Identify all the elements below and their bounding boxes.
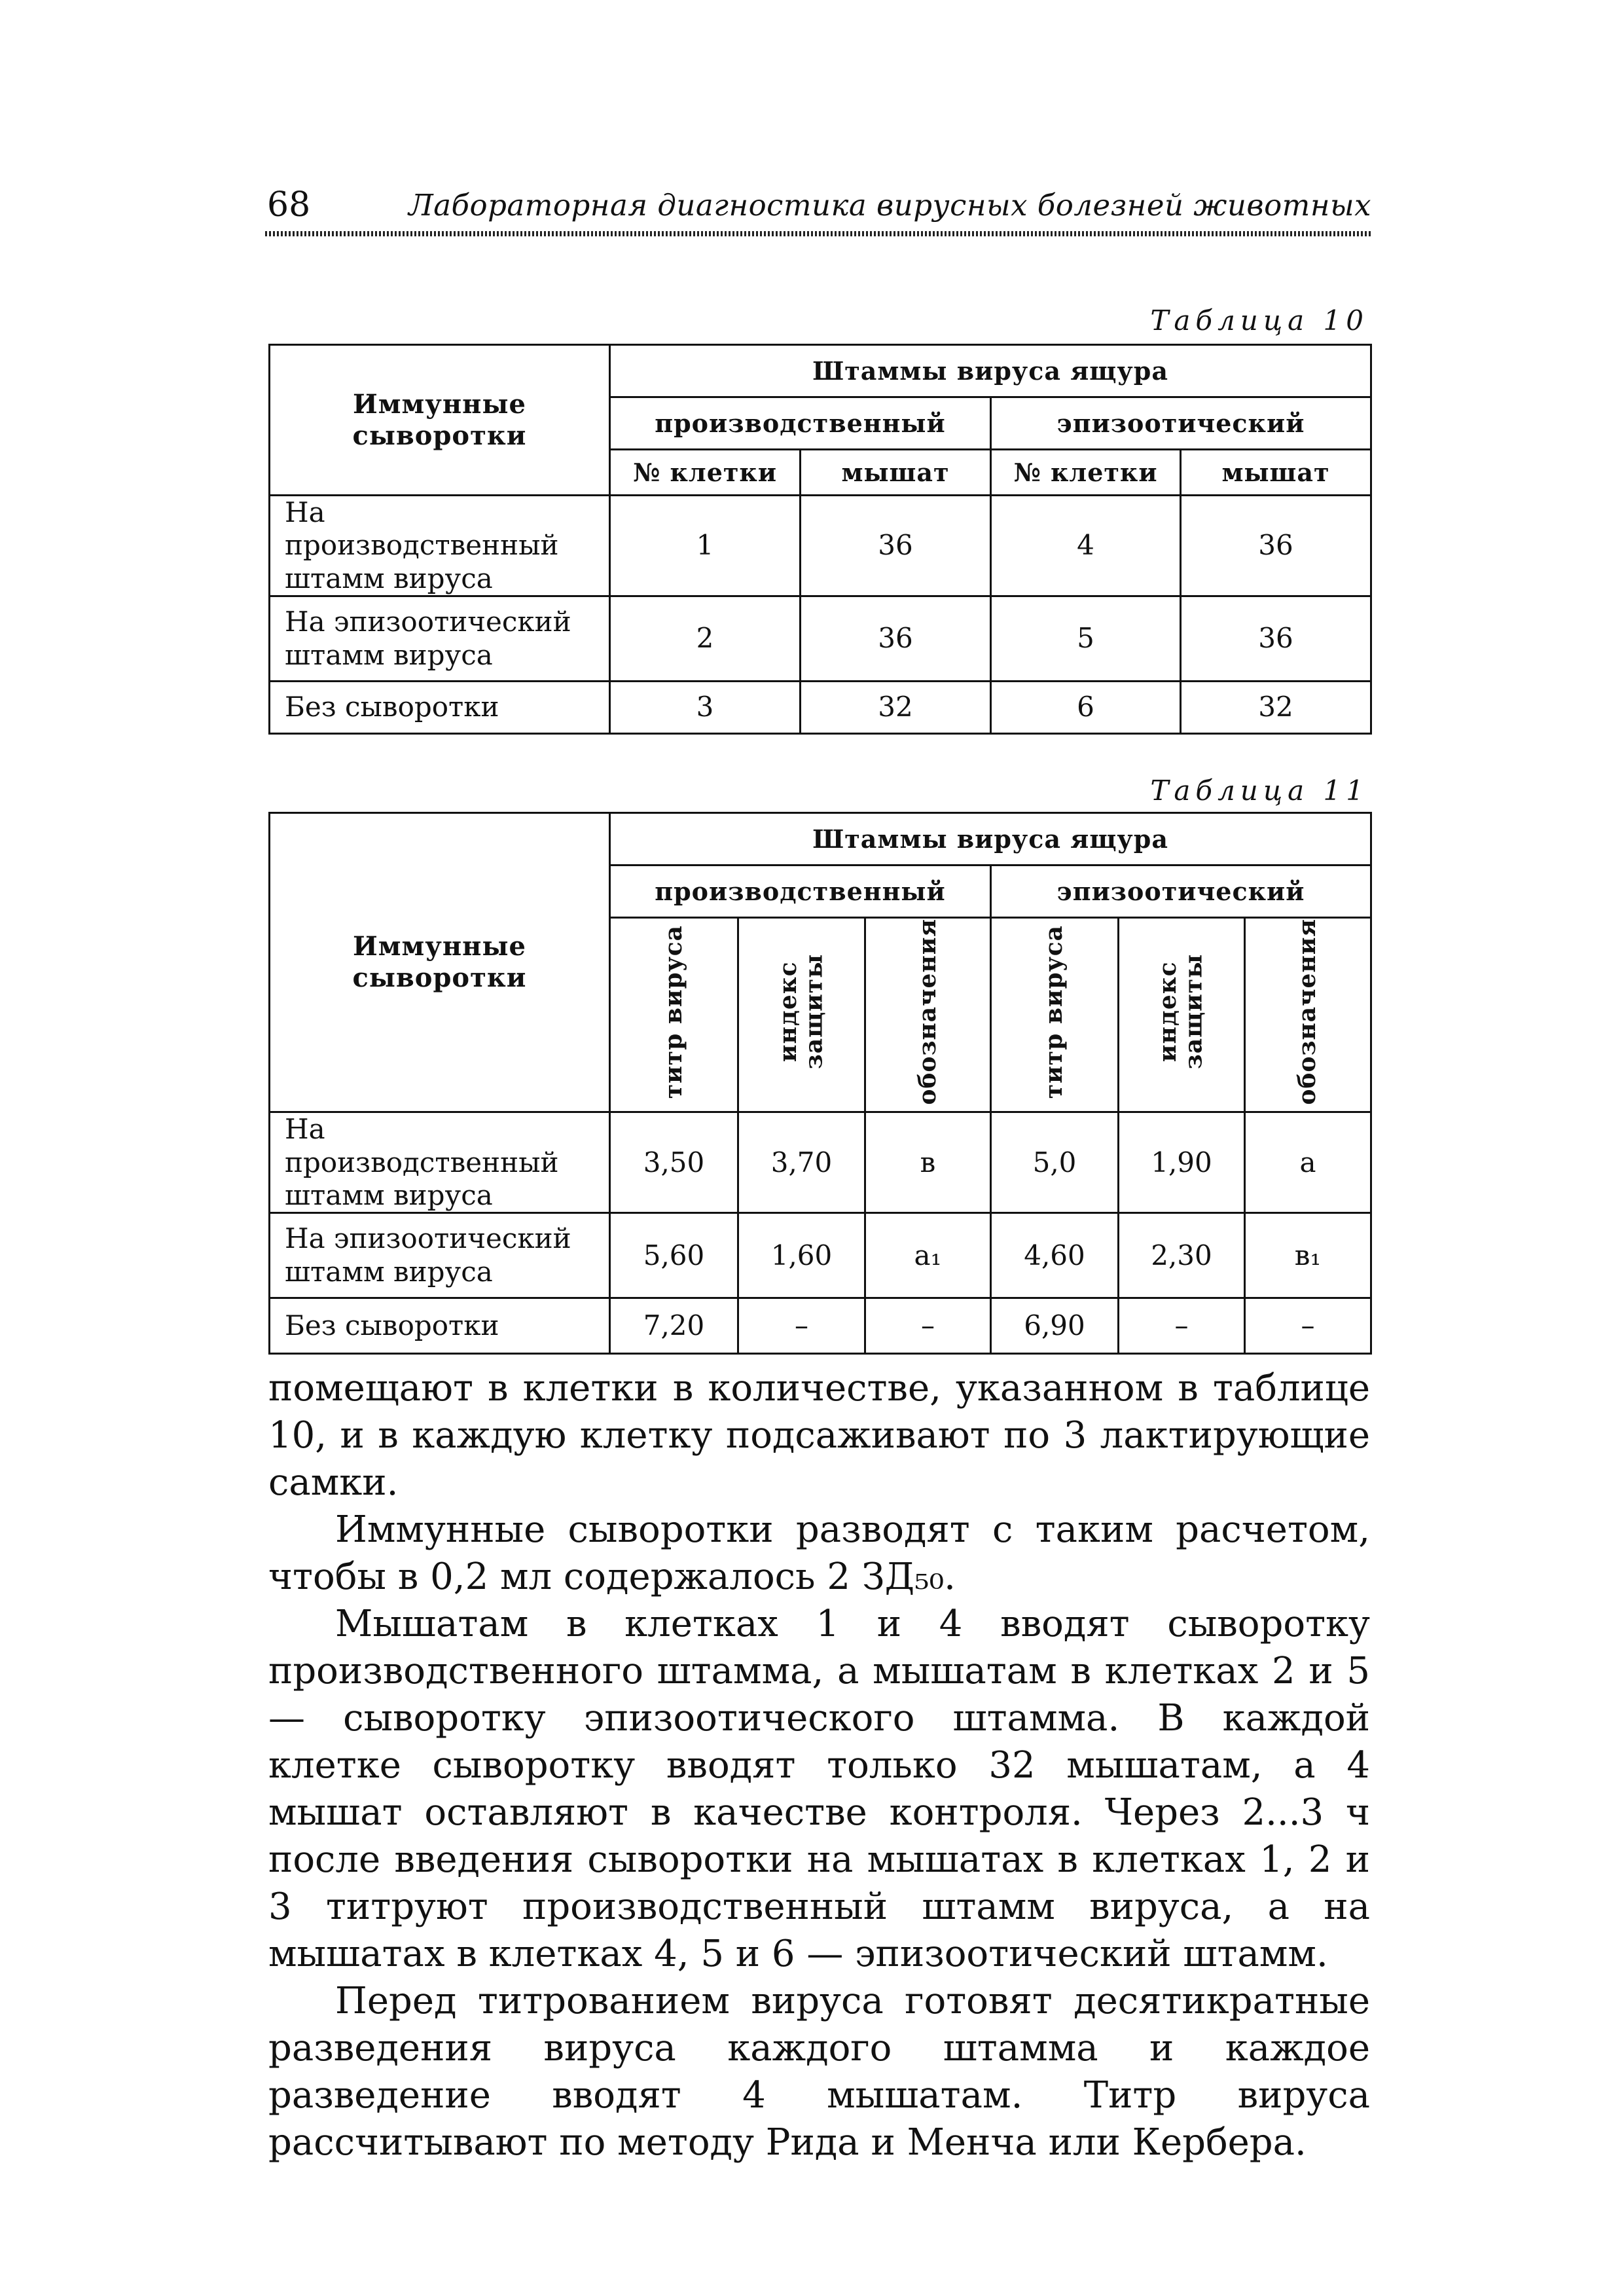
table10-col-header: мышат [1181, 450, 1371, 496]
table11-col-header-text: титр вируса [659, 924, 687, 1099]
paragraph: помещают в клетки в количестве, указанном в таблице 10, и в каждую клетку подсаживают по 3 лактирующие самки. [268, 1367, 1370, 1504]
table10-subgroup-production: производственный [610, 397, 991, 450]
table11-caption: Таблица 11 [1150, 774, 1369, 807]
table-cell: – [865, 1298, 991, 1354]
table10-col-header: № клетки [991, 450, 1181, 496]
paragraph: Перед титрованием вируса готовят десятикратные разведения вируса каждого штамма и каждое разведение вводят 4 мышатам. Титр вируса рассчитывают по методу Рида и Менча или Кербера. [268, 1980, 1370, 2164]
table11-col-header-text: обозначения [913, 919, 941, 1105]
table-cell: – [738, 1298, 865, 1354]
table-cell: в₁ [1245, 1213, 1371, 1298]
paragraph: Мышатам в клетках 1 и 4 вводят сыворотку производственного штамма, а мышатам в клетках 2 и 5 — сыворотку эпизоотического штамма. В каждой клетке сыворотку вводят только 32 мышатам, а 4 мышат оставляют в качестве контроля. Через 2...3 ч после введения сыворотки на мышатах в клетках 1, 2 и 3 титруют производственный штамм вируса, а на мышатах в клетках 4, 5 и 6 — эпизоотический штамм. [268, 1603, 1370, 1975]
body-text [268, 1365, 1370, 2166]
table-row [270, 1298, 1371, 1354]
table-row [270, 1213, 1371, 1298]
table11-group-header: Штаммы вируса ящура [610, 813, 1371, 866]
header-rule [265, 231, 1371, 236]
table-cell: – [1119, 1298, 1245, 1354]
table11-col-header-text: индекс защиты [774, 954, 828, 1070]
table-cell: а₁ [865, 1213, 991, 1298]
table11-col-header [991, 918, 1119, 1112]
table-cell: 2,30 [1119, 1213, 1245, 1298]
table11-subgroup-epizootic: эпизоотический [991, 866, 1371, 918]
table11-col-header [1245, 918, 1371, 1112]
table10-corner-header: Иммунные сыворотки [270, 345, 610, 496]
table11-col-header [738, 918, 865, 1112]
table-row [270, 596, 1371, 682]
row-label: Без сыворотки [270, 1298, 610, 1354]
table-cell: 32 [801, 682, 991, 734]
table10-group-header: Штаммы вируса ящура [610, 345, 1371, 397]
table-cell: 3 [610, 682, 801, 734]
table11-subgroup-production: производственный [610, 866, 991, 918]
table10-col-header: № клетки [610, 450, 801, 496]
table-cell: 4 [991, 496, 1181, 596]
table-cell: 6 [991, 682, 1181, 734]
table-cell: 32 [1181, 682, 1371, 734]
row-label: На эпизоотический штамм вируса [270, 1213, 610, 1298]
table-cell: 2 [610, 596, 801, 682]
table-cell: 6,90 [991, 1298, 1119, 1354]
table-cell: 1,60 [738, 1213, 865, 1298]
table11-col-header-text: обозначения [1293, 919, 1322, 1105]
table-cell: в [865, 1112, 991, 1213]
table-cell: 3,50 [610, 1112, 738, 1213]
row-label: На производственный штамм вируса [270, 1112, 610, 1213]
table11-col-header-text: титр вируса [1040, 924, 1068, 1099]
table11-corner-header: Иммунные сыворотки [270, 813, 610, 1112]
table10-subgroup-epizootic: эпизоотический [991, 397, 1371, 450]
table-cell: 3,70 [738, 1112, 865, 1213]
table-row [270, 682, 1371, 734]
table-cell: 1,90 [1119, 1112, 1245, 1213]
paragraph: Иммунные сыворотки разводят с таким расчетом, чтобы в 0,2 мл содержалось 2 ЗД₅₀. [268, 1508, 1370, 1598]
table11-col-header [1119, 918, 1245, 1112]
table-cell: 36 [1181, 496, 1371, 596]
page-number: 68 [267, 185, 311, 225]
row-label: На эпизоотический штамм вируса [270, 596, 610, 682]
table-cell: 36 [801, 496, 991, 596]
running-title: Лабораторная диагностика вирусных болезней животных [408, 188, 1371, 223]
table-cell: 5 [991, 596, 1181, 682]
table-cell: 7,20 [610, 1298, 738, 1354]
table-row [270, 496, 1371, 596]
row-label: На производственный штамм вируса [270, 496, 610, 596]
table10-caption: Таблица 10 [1150, 304, 1369, 337]
table10-col-header: мышат [801, 450, 991, 496]
table-cell: – [1245, 1298, 1371, 1354]
table11 [268, 812, 1372, 1355]
table-row [270, 1112, 1371, 1213]
row-label: Без сыворотки [270, 682, 610, 734]
table-cell: 1 [610, 496, 801, 596]
table-cell: 36 [801, 596, 991, 682]
table-cell: 5,0 [991, 1112, 1119, 1213]
table10 [268, 344, 1372, 735]
table11-col-header [610, 918, 738, 1112]
table-cell: а [1245, 1112, 1371, 1213]
table11-col-header [865, 918, 991, 1112]
table-cell: 4,60 [991, 1213, 1119, 1298]
table11-col-header-text: индекс защиты [1154, 954, 1208, 1070]
table-cell: 5,60 [610, 1213, 738, 1298]
table-cell: 36 [1181, 596, 1371, 682]
